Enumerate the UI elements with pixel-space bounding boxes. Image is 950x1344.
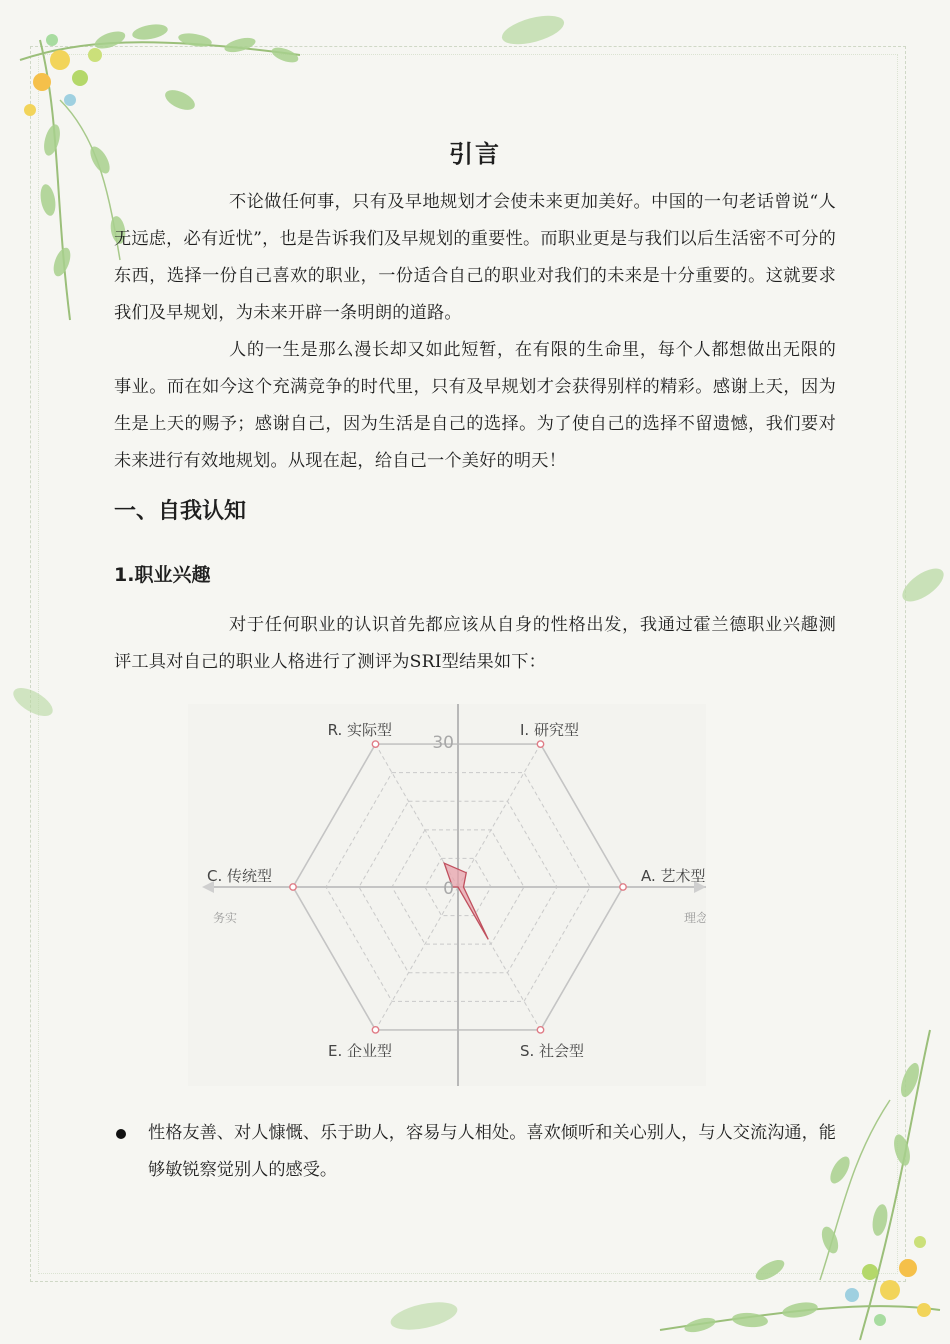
radar-data-area — [444, 863, 488, 939]
leaf-decoration-left — [8, 680, 58, 724]
leaf-decoration-right — [896, 560, 950, 610]
career-interest-paragraph: 对于任何职业的认识首先都应该从自身的性格出发，我通过霍兰德职业兴趣测评工具对自己的职业人格进行了测评为SRI型结果如下： — [114, 615, 836, 672]
radar-scale-max-label: 30 — [432, 733, 454, 753]
radar-axis-label: C. 传统型 — [206, 867, 272, 885]
section-heading-self-awareness: 一、自我认知 — [114, 499, 247, 524]
leaf-decoration-top — [498, 10, 568, 50]
radar-axis-label: E. 企业型 — [327, 1042, 392, 1060]
radar-vertex-marker — [372, 741, 378, 747]
radar-axis-label: R. 实际型 — [327, 721, 392, 739]
subsection-heading-career-interest: 1.职业兴趣 — [114, 564, 211, 586]
intro-paragraph-2: 人的一生是那么漫长却又如此短暂，在有限的生命里，每个人都想做出无限的事业。而在如今这个充满竞争的时代里，只有及早规划才会获得别样的精彩。感谢上天，因为生是上天的赐予；感谢自己，因为生活是自己的选择。为了使自己的选择不留遗憾，我们要对未来进行有效地规划。从现在起，给自己一个美好的明天！ — [114, 340, 836, 471]
radar-vertex-marker — [537, 1027, 543, 1033]
radar-axis-label: A. 艺术型 — [641, 867, 706, 885]
leaf-decoration-bottom — [384, 1296, 464, 1336]
page-title: 引言 — [449, 140, 501, 168]
radar-vertex-marker — [620, 884, 626, 890]
radar-axis-label: S. 社会型 — [520, 1042, 585, 1060]
personality-bullet-text: 性格友善、对人慷慨、乐于助人，容易与人相处。喜欢倾听和关心别人，与人交流沟通，能够敏锐察觉别人的感受。 — [148, 1123, 836, 1180]
holland-radar-chart — [188, 704, 706, 1086]
radar-axis-label: I. 研究型 — [520, 721, 579, 739]
radar-vertex-marker — [372, 1027, 378, 1033]
radar-spoke — [458, 744, 541, 887]
radar-chart-svg — [188, 704, 706, 1086]
intro-paragraph-1: 不论做任何事，只有及早地规划才会使未来更加美好。中国的一句老话曾说“人无远虑，必有近忧”，也是告诉我们及早规划的重要性。而职业更是与我们以后生活密不可分的东西，选择一份自己喜欢的职业，一份适合自己的职业对我们的未来是十分重要的。这就要求我们及早规划，为未来开辟一条明朗的道路。 — [114, 192, 836, 323]
radar-vertex-marker — [290, 884, 296, 890]
radar-side-label-left: 务实 — [213, 911, 238, 925]
radar-spoke — [376, 887, 459, 1030]
bullet-point — [116, 1129, 126, 1139]
radar-vertex-marker — [537, 741, 543, 747]
radar-scale-min-label: 0 — [443, 879, 454, 899]
radar-side-label-right: 理念 — [684, 911, 706, 925]
